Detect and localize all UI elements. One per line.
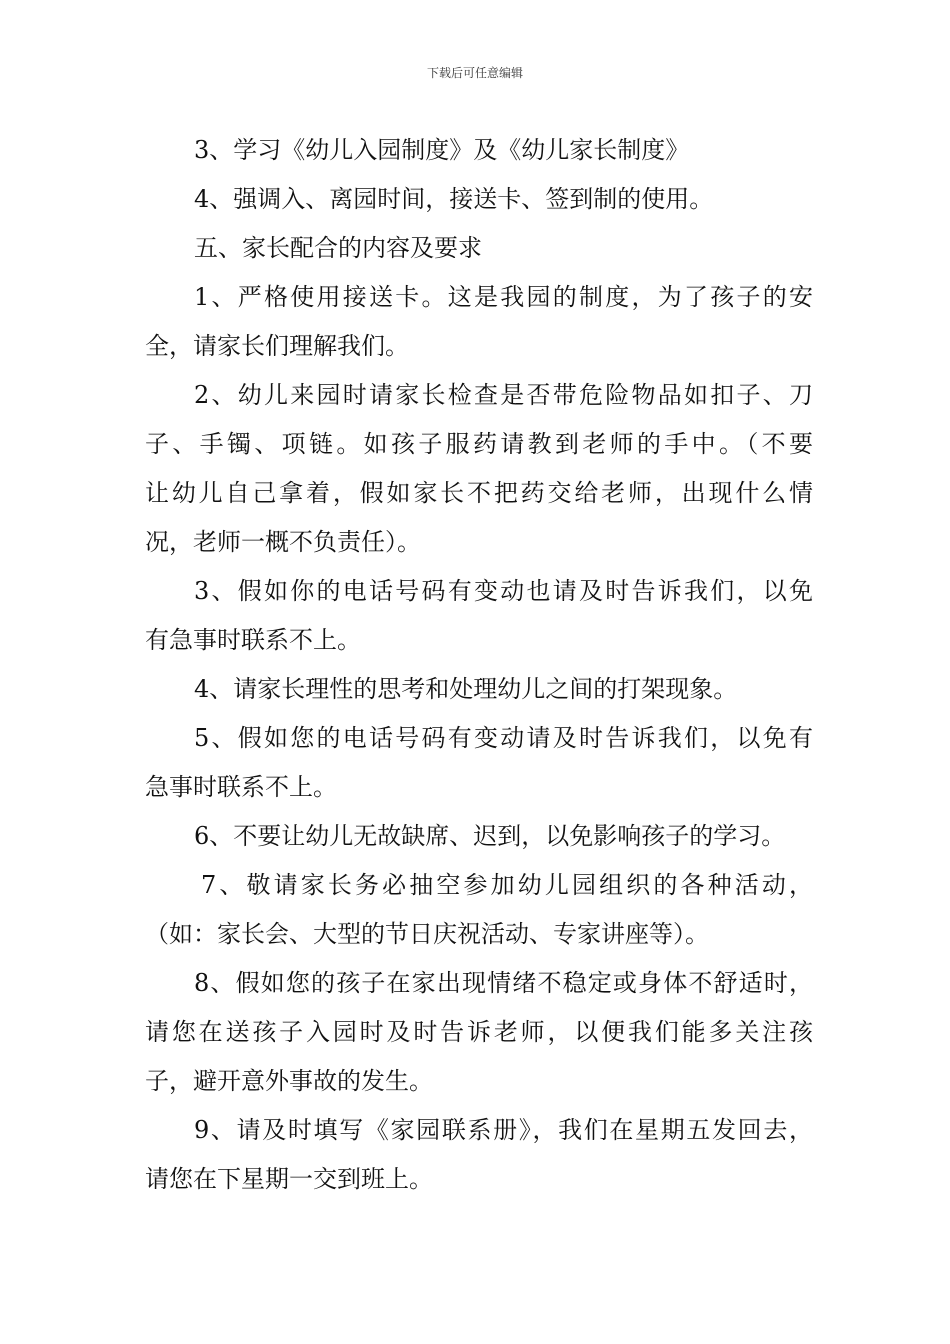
paragraph-line: 7、敬请家长务必抽空参加幼儿园组织的各种活动， bbox=[201, 871, 813, 899]
paragraph-line: 子，避开意外事故的发生。 bbox=[145, 1067, 433, 1095]
paragraph-line: 请您在送孩子入园时及时告诉老师，以便我们能多关注孩 bbox=[145, 1018, 813, 1046]
paragraph-line: 3、假如你的电话号码有变动也请及时告诉我们，以免 bbox=[194, 577, 813, 605]
paragraph-line: 全，请家长们理解我们。 bbox=[145, 332, 409, 360]
paragraph bbox=[145, 665, 813, 714]
paragraph bbox=[145, 861, 813, 959]
paragraph-line: 请您在下星期一交到班上。 bbox=[145, 1165, 433, 1193]
paragraph bbox=[145, 959, 813, 1106]
paragraph-line: 有急事时联系不上。 bbox=[145, 626, 361, 654]
paragraph-line: 4、强调入、离园时间，接送卡、签到制的使用。 bbox=[194, 185, 714, 213]
paragraph-line: 五、家长配合的内容及要求 bbox=[194, 234, 482, 262]
paragraph-line: 2、幼儿来园时请家长检查是否带危险物品如扣子、刀 bbox=[194, 381, 813, 409]
paragraph-line: 4、请家长理性的思考和处理幼儿之间的打架现象。 bbox=[194, 675, 738, 703]
paragraph-line: 9、请及时填写《家园联系册》，我们在星期五发回去， bbox=[194, 1116, 813, 1144]
paragraph-line: 6、不要让幼儿无故缺席、迟到，以免影响孩子的学习。 bbox=[194, 822, 786, 850]
paragraph-line: 况，老师一概不负责任）。 bbox=[145, 528, 421, 556]
paragraph-line: 1、严格使用接送卡。这是我园的制度，为了孩子的安 bbox=[194, 283, 813, 311]
paragraph bbox=[145, 126, 813, 175]
section-heading bbox=[145, 224, 813, 273]
paragraph-line: （如：家长会、大型的节日庆祝活动、专家讲座等）。 bbox=[145, 920, 709, 948]
paragraph-line: 3、学习《幼儿入园制度》及《幼儿家长制度》 bbox=[194, 136, 690, 164]
paragraph bbox=[145, 812, 813, 861]
paragraph bbox=[145, 714, 813, 812]
paragraph-line: 8、假如您的孩子在家出现情绪不稳定或身体不舒适时， bbox=[194, 969, 813, 997]
paragraph-line: 急事时联系不上。 bbox=[145, 773, 337, 801]
paragraph bbox=[145, 273, 813, 371]
document-body bbox=[145, 126, 813, 1204]
paragraph-line: 让幼儿自己拿着，假如家长不把药交给老师，出现什么情 bbox=[145, 479, 813, 507]
page-header: 下载后可任意编辑 bbox=[426, 66, 523, 80]
paragraph bbox=[145, 175, 813, 224]
paragraph bbox=[145, 371, 813, 567]
paragraph-line: 5、假如您的电话号码有变动请及时告诉我们，以免有 bbox=[194, 724, 813, 752]
paragraph-line: 子、手镯、项链。如孩子服药请教到老师的手中。（不要 bbox=[145, 430, 813, 458]
paragraph bbox=[145, 567, 813, 665]
paragraph bbox=[145, 1106, 813, 1204]
